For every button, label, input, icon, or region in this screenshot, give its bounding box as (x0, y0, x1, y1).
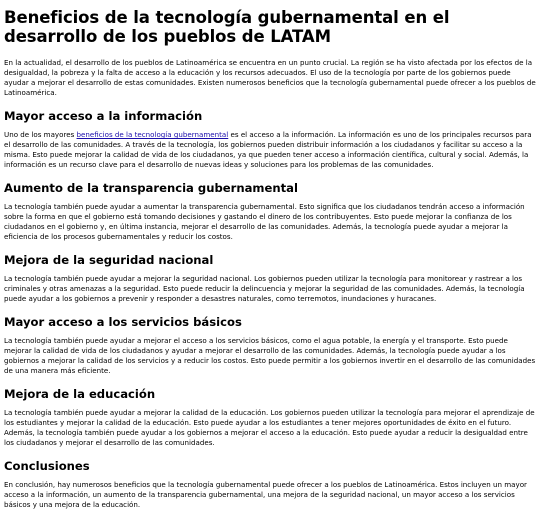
article-intro: En la actualidad, el desarrollo de los pueblos de Latinoamérica se encuentra en un punto crucial. La región se ha visto afectada por los efectos de la desigualdad, la pobreza y la falta de acceso a la educación y los recursos adecuados. El uso de la tecnología por parte de los gobiernos puede ayudar a mejorar el desarrollo de estas comunidades. Existen numerosos beneficios que la tecnología gubernamental puede ofrecer a los pueblos de Latinoamérica. (4, 58, 536, 97)
section-heading-conclusiones: Conclusiones (4, 459, 90, 473)
section-heading-servicios: Mayor acceso a los servicios básicos (4, 315, 242, 329)
section-heading-transparencia: Aumento de la transparencia gubernamental (4, 181, 298, 195)
section-paragraph-educacion: La tecnología también puede ayudar a mejorar la calidad de la educación. Los gobiernos pueden utilizar la tecnología para mejorar el aprendizaje de los estudiantes y mejorar la calidad de la educación. Esto puede ayudar a los estudiantes a tener mejores oportunidades de éxito en el futuro. Además, la tecnología también puede ayudar a los gobiernos a mejorar el acceso a la educación. Esto puede ayudar a reducir la desigualdad entre los ciudadanos y mejorar el desarrollo de las comunidades. (4, 408, 535, 447)
article-title: Beneficios de la tecnología gubernamental en el desarrollo de los pueblos de LATAM (4, 8, 450, 46)
section-paragraph-transparencia: La tecnología también puede ayudar a aumentar la transparencia gubernamental. Esto significa que los ciudadanos tendrán acceso a información sobre la forma en que el gobierno está tomando decisiones y gastando el dinero de los contribuyentes. Esto puede mejorar la confianza de los ciudadanos en el gobierno y, en última instancia, mejorar el desarrollo de las comunidades. Además, la tecnología puede ayudar a mejorar la eficiencia de los procesos gubernamentales y reducir los costos. (4, 202, 525, 241)
section-heading-educacion: Mejora de la educación (4, 387, 156, 401)
section-heading-seguridad: Mejora de la seguridad nacional (4, 253, 214, 267)
beneficios-link[interactable]: beneficios de la tecnología gubernamental (76, 130, 229, 139)
section-paragraph-seguridad: La tecnología también puede ayudar a mejorar la seguridad nacional. Los gobiernos pueden utilizar la tecnología para monitorear y rastrear a los criminales y otras amenazas a la seguridad. Esto puede reducir la delincuencia y mejorar la seguridad de las comunidades. Además, la tecnología puede ayudar a los gobiernos a prevenir y responder a desastres naturales, como terremotos, inundaciones y huracanes. (4, 274, 525, 303)
section-paragraph-servicios: La tecnología también puede ayudar a mejorar el acceso a los servicios básicos, como el agua potable, la energía y el transporte. Esto puede mejorar la calidad de vida de los ciudadanos y ayudar a mejorar el desarrollo de las comunidades. Además, la tecnología puede ayudar a los gobiernos a mejorar la calidad de los servicios y a reducir los costos. Esto puede permitir a los gobiernos invertir en el desarrollo de las comunidades de una manera más eficiente. (4, 336, 536, 375)
section-heading-informacion: Mayor acceso a la información (4, 109, 203, 123)
section-paragraph-conclusiones: En conclusión, hay numerosos beneficios que la tecnología gubernamental puede ofrecer a los pueblos de Latinoamérica. Estos incluyen un mayor acceso a la información, un aumento de la transparencia gubernamental, una mejora de la seguridad nacional, un mayor acceso a los servicios básicos y una mejora de la educación. (4, 480, 527, 509)
section-paragraph-informacion (4, 130, 536, 170)
paragraph-text-after-link: es el acceso a la información. La información es uno de los principales recursos para el desarrollo de las comunidades. A través de la tecnología, los gobiernos pueden distribuir información a los ciudadanos y facilitar su acceso a la misma. Esto puede mejorar la calidad de vida de los ciudadanos, ya que pueden tener acceso a información científica, cultural y social. Además, la información es un recurso clave para el desarrollo de nuevas ideas y soluciones para los problemas de las comunidades. (4, 130, 532, 169)
paragraph-text-before-link: Uno de los mayores (4, 130, 77, 139)
